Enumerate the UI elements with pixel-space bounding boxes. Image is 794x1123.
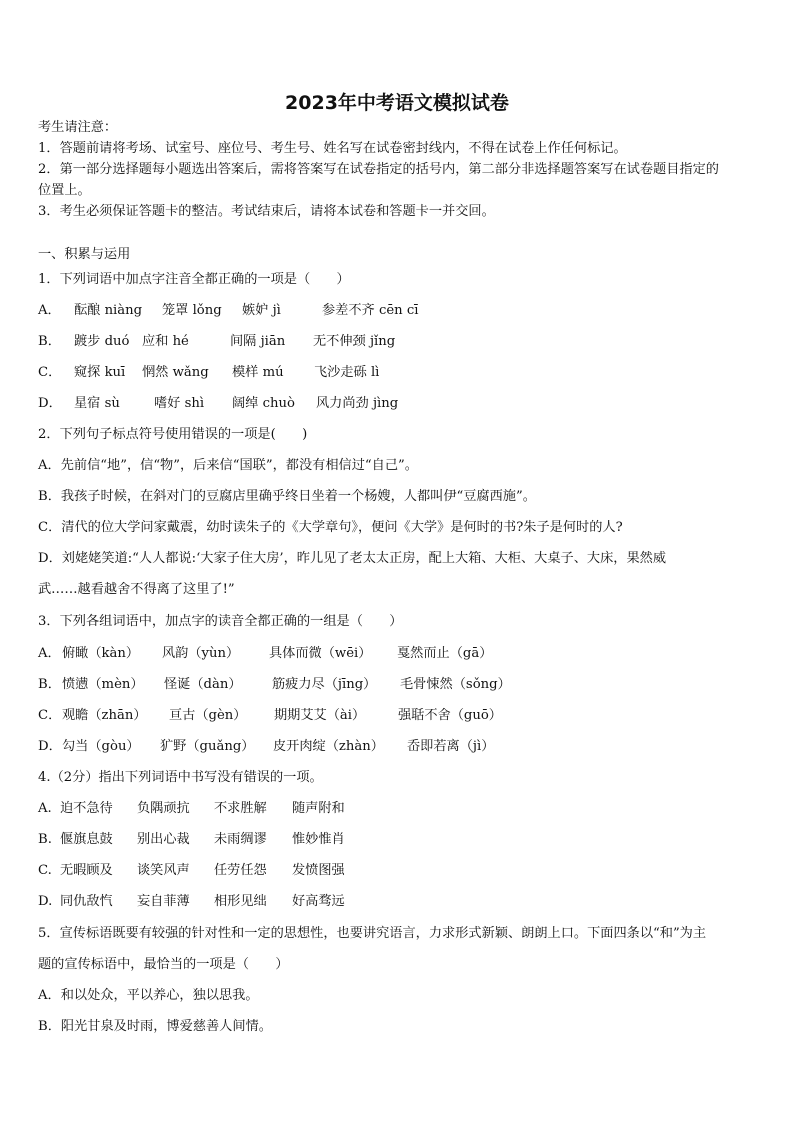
question-3-option-d[interactable] bbox=[38, 738, 494, 756]
question-2-option-c[interactable]: C．清代的位大学问家戴震，幼时读朱子的《大学章句》，便问《大学》是何时的书?朱子是何时的人? bbox=[38, 520, 623, 535]
question-4-option-c[interactable] bbox=[38, 862, 345, 880]
option-text: 具体而微（wēi） bbox=[269, 646, 372, 661]
option-letter: A． bbox=[38, 303, 61, 318]
option-text: 戛然而止（gā） bbox=[397, 646, 493, 661]
option-text: 筋疲力尽（jīng） bbox=[272, 677, 377, 692]
notice-item: 3．考生必须保证答题卡的整洁。考试结束后，请将本试卷和答题卡一并交回。 bbox=[38, 204, 495, 219]
option-text: 妄自菲薄 bbox=[137, 894, 190, 909]
section-heading: 一、积累与运用 bbox=[38, 247, 131, 262]
option-text: 酝酿 niàng bbox=[74, 303, 143, 318]
question-1-option-d[interactable] bbox=[38, 395, 398, 413]
question-4-option-a[interactable] bbox=[38, 800, 345, 818]
option-letter: C． bbox=[38, 708, 62, 723]
option-text: 未雨绸谬 bbox=[214, 832, 267, 847]
option-text: 勾当（gòu） bbox=[62, 739, 140, 754]
option-text: 谈笑风声 bbox=[137, 863, 190, 878]
option-text: 随声附和 bbox=[292, 801, 345, 816]
option-text: 嫉妒 jì bbox=[242, 303, 281, 318]
option-text: 风韵（yùn） bbox=[162, 646, 240, 661]
option-text: 偃旗息鼓 bbox=[60, 832, 113, 847]
option-text: 应和 hé bbox=[142, 334, 189, 349]
option-text: 风力尚劲 jìng bbox=[316, 396, 399, 411]
notice-heading: 考生请注意： bbox=[38, 120, 118, 135]
question-2-option-b[interactable]: B．我孩子时候，在斜对门的豆腐店里确乎终日坐着一个杨嫂，人都叫伊“豆腐西施”。 bbox=[38, 489, 536, 504]
option-text: 相形见绌 bbox=[214, 894, 267, 909]
question-2-option-d-cont: 武……越看越舍不得离了这里了!” bbox=[38, 582, 235, 597]
option-text: 怪诞（dàn） bbox=[164, 677, 242, 692]
option-text: 间隔 jiān bbox=[230, 334, 286, 349]
question-3-option-b[interactable] bbox=[38, 676, 511, 694]
option-text: 别出心裁 bbox=[137, 832, 190, 847]
option-text: 嗜好 shì bbox=[154, 396, 205, 411]
question-1-option-c[interactable] bbox=[38, 364, 379, 382]
option-text: 俯瞰（kàn） bbox=[62, 646, 140, 661]
option-letter: D． bbox=[38, 739, 62, 754]
question-2-option-a[interactable]: A．先前信“地”，信“物”，后来信“国联”，都没有相信过“自己”。 bbox=[38, 458, 418, 473]
question-5-stem-cont: 题的宣传标语中，最恰当的一项是（ ） bbox=[38, 957, 289, 972]
question-3-option-c[interactable] bbox=[38, 707, 502, 725]
question-4-stem: 4.（2分）指出下列词语中书写没有错误的一项。 bbox=[38, 770, 323, 785]
option-text: 毛骨悚然（sǒng） bbox=[400, 677, 511, 692]
option-text: 强聒不舍（guō） bbox=[398, 708, 502, 723]
option-text: 踱步 duó bbox=[74, 334, 130, 349]
option-text: 愤懑（mèn） bbox=[62, 677, 144, 692]
option-text: 飞沙走砾 lì bbox=[314, 365, 380, 380]
question-5-option-b[interactable]: B．阳光甘泉及时雨，博爱慈善人间情。 bbox=[38, 1019, 272, 1034]
option-text: 皮开肉绽（zhàn） bbox=[273, 739, 384, 754]
question-4-option-d[interactable] bbox=[38, 893, 345, 911]
notice-item: 1．答题前请将考场、试室号、座位号、考生号、姓名写在试卷密封线内，不得在试卷上作任何标记。 bbox=[38, 141, 627, 156]
option-letter: B. bbox=[38, 832, 52, 847]
option-letter: C． bbox=[38, 365, 62, 380]
question-1-option-a[interactable] bbox=[38, 302, 418, 320]
option-text: 岙即若离（jì） bbox=[407, 739, 495, 754]
option-letter: D． bbox=[38, 396, 62, 411]
notice-item: 2．第一部分选择题每小题选出答案后，需将答案写在试卷指定的括号内，第二部分非选择题答案写在试卷题目指定的 bbox=[38, 162, 719, 177]
option-letter: B． bbox=[38, 677, 61, 692]
option-text: 不求胜解 bbox=[214, 801, 267, 816]
question-3-stem: 3．下列各组词语中，加点字的读音全都正确的一组是（ ） bbox=[38, 614, 403, 629]
option-letter: A. bbox=[38, 801, 52, 816]
option-text: 负隅顽抗 bbox=[137, 801, 190, 816]
question-4-option-b[interactable] bbox=[38, 831, 345, 849]
question-1-stem: 1．下列词语中加点字注音全都正确的一项是（ ） bbox=[38, 272, 350, 287]
option-text: 观瞻（zhān） bbox=[62, 708, 147, 723]
question-5-option-a[interactable]: A．和以处众，平以养心，独以思我。 bbox=[38, 988, 259, 1003]
option-letter: A． bbox=[38, 646, 61, 661]
option-text: 无不伸颈 jǐng bbox=[313, 334, 396, 349]
notice-item: 位置上。 bbox=[38, 183, 91, 198]
option-text: 惘然 wǎng bbox=[142, 365, 209, 380]
option-text: 任劳任怨 bbox=[214, 863, 267, 878]
option-letter: B． bbox=[38, 334, 61, 349]
option-text: 无暇顾及 bbox=[60, 863, 113, 878]
option-text: 阔绰 chuò bbox=[232, 396, 295, 411]
option-text: 模样 mú bbox=[232, 365, 284, 380]
option-text: 发愤图强 bbox=[292, 863, 345, 878]
option-text: 迫不急待 bbox=[60, 801, 113, 816]
page-title: 2023年中考语文模拟试卷 bbox=[285, 92, 509, 114]
option-letter: C. bbox=[38, 863, 52, 878]
question-2-stem: 2．下列句子标点符号使用错误的一项是( ) bbox=[38, 427, 308, 442]
option-text: 星宿 sù bbox=[74, 396, 120, 411]
option-text: 笼罩 lǒng bbox=[162, 303, 222, 318]
option-text: 同仇敌忾 bbox=[60, 894, 113, 909]
option-text: 亘古（gèn） bbox=[169, 708, 247, 723]
question-3-option-a[interactable] bbox=[38, 645, 492, 663]
question-5-stem: 5．宣传标语既要有较强的针对性和一定的思想性，也要讲究语言，力求形式新颖、朗朗上口。下面四条以“和”为主 bbox=[38, 926, 707, 941]
question-1-option-b[interactable] bbox=[38, 333, 395, 351]
question-2-option-d[interactable]: D．刘姥姥笑道:“人人都说:‘大家子住大房’，昨儿见了老太太正房，配上大箱、大柜、大桌子、大床，果然威 bbox=[38, 551, 667, 566]
option-text: 犷野（guǎng） bbox=[160, 739, 255, 754]
option-text: 窥探 kuī bbox=[74, 365, 126, 380]
option-letter: D. bbox=[38, 894, 53, 909]
option-text: 参差不齐 cēn cī bbox=[322, 303, 419, 318]
option-text: 好高骛远 bbox=[292, 894, 345, 909]
option-text: 惟妙惟肖 bbox=[292, 832, 345, 847]
option-text: 期期艾艾（ài） bbox=[274, 708, 366, 723]
